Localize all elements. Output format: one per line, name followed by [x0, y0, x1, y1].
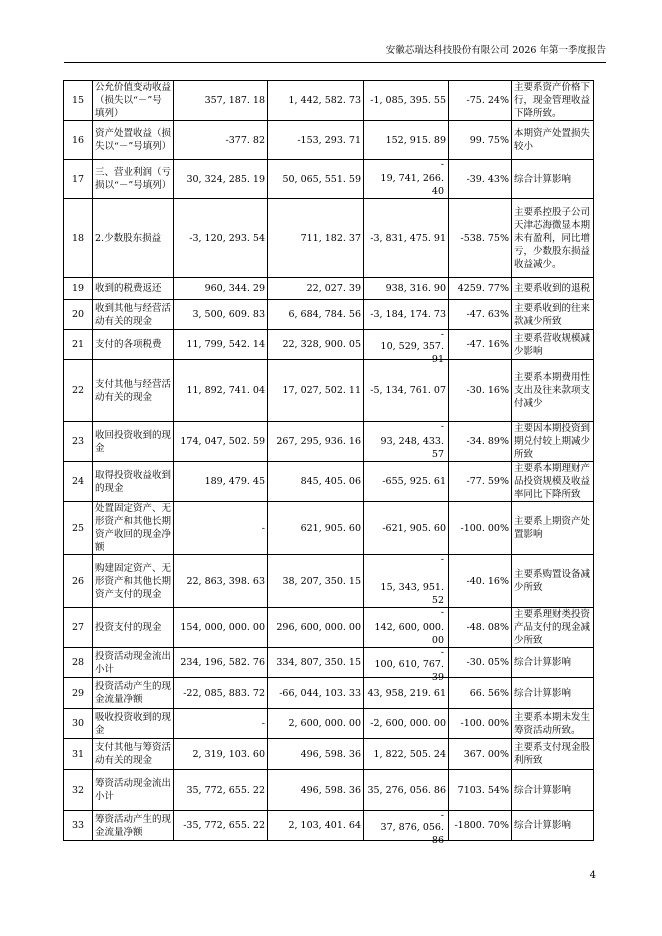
change-percent: 99. 75%: [449, 121, 512, 160]
row-item: 筹资活动产生的现金流量净额: [93, 811, 174, 841]
change-reason: 综合计算影响: [512, 648, 594, 678]
prior-period-value: 17, 027, 502. 11: [268, 360, 364, 422]
change-amount: [364, 608, 449, 648]
change-amount: [364, 329, 449, 365]
prior-period-value: 334, 807, 350. 15: [268, 648, 364, 678]
prior-period-value: 22, 328, 900. 05: [268, 330, 364, 360]
change-reason: 综合计算影响: [512, 770, 594, 811]
table-row: [64, 278, 594, 300]
change-reason: 本期资产处置损失较小: [512, 121, 594, 160]
table-row: [64, 678, 594, 709]
current-period-value: 234, 196, 582. 76: [174, 648, 268, 678]
change-percent: -34. 89%: [449, 422, 512, 462]
row-number: 31: [64, 739, 93, 770]
row-item: 支付其他与筹资活动有关的现金: [93, 739, 174, 770]
row-item: 购建固定资产、无形资产和其他长期资产支付的现金: [93, 555, 174, 608]
row-item: 吸收投资收到的现金: [93, 709, 174, 739]
change-reason: 综合计算影响: [512, 811, 594, 841]
prior-period-value: 496, 598. 36: [268, 770, 364, 811]
row-number: 20: [64, 300, 93, 330]
prior-period-value: 50, 065, 551. 59: [268, 160, 364, 199]
row-item: 收回投资收到的现金: [93, 422, 174, 462]
table-row: [64, 360, 594, 422]
change-percent: -100. 00%: [449, 502, 512, 555]
row-number: 33: [64, 811, 93, 841]
prior-period-value: 496, 598. 36: [268, 739, 364, 770]
change-reason: 主要系支付现金股利所致: [512, 739, 594, 770]
current-period-value: -: [174, 709, 268, 739]
row-number: 32: [64, 770, 93, 811]
table-row: [64, 121, 594, 160]
row-item: 2.少数股东损益: [93, 199, 174, 278]
change-amount: [364, 422, 449, 462]
current-period-value: 960, 344. 29: [174, 278, 268, 300]
change-value: 15, 343, 951. 52: [380, 582, 444, 606]
row-item: 资产处置收益（损失以“－”号填列）: [93, 121, 174, 160]
row-number: 15: [64, 81, 93, 121]
row-item: 取得投资收益收到的现金: [93, 462, 174, 502]
prior-period-value: 621, 905. 60: [268, 502, 364, 555]
change-amount: [364, 810, 449, 846]
change-percent: -100. 00%: [449, 709, 512, 739]
change-reason: 主要系上期资产处置影响: [512, 502, 594, 555]
table-row: [64, 422, 594, 462]
change-value: 37, 876, 056. 86: [380, 822, 444, 846]
change-percent: 367. 00%: [449, 739, 512, 770]
change-percent: -1800. 70%: [449, 811, 512, 841]
change-amount: [364, 647, 449, 683]
row-number: 24: [64, 462, 93, 502]
change-reason: 主要系本期理财产品投资规模及收益率同比下降所致: [512, 462, 594, 502]
table-row: [64, 462, 594, 502]
row-number: 18: [64, 199, 93, 278]
change-percent: 7103. 54%: [449, 770, 512, 811]
row-item: 收到的税费返还: [93, 278, 174, 300]
change-amount: -3, 831, 475. 91: [364, 199, 449, 278]
table-row: [64, 709, 594, 739]
current-period-value: 35, 772, 655. 22: [174, 770, 268, 811]
change-sign: -: [440, 647, 444, 658]
table-row: [64, 770, 594, 811]
change-amount: 35, 276, 056. 86: [364, 770, 449, 811]
table-row: [64, 330, 594, 360]
change-percent: -47. 16%: [449, 330, 512, 360]
table-row: [64, 648, 594, 678]
row-item: 三、营业利润（亏损以“－”号填列）: [93, 160, 174, 199]
change-reason: 综合计算影响: [512, 160, 594, 199]
prior-period-value: 296, 600, 000. 00: [268, 608, 364, 648]
prior-period-value: 845, 405. 06: [268, 462, 364, 502]
change-percent: -30. 16%: [449, 360, 512, 422]
change-percent: -538. 75%: [449, 199, 512, 278]
current-period-value: 174, 047, 502. 59: [174, 422, 268, 462]
prior-period-value: 267, 295, 936. 16: [268, 422, 364, 462]
change-value: 100, 610, 767. 39: [374, 659, 444, 683]
row-item: 支付的各项税费: [93, 330, 174, 360]
change-percent: -75. 24%: [449, 81, 512, 121]
table-row: [64, 199, 594, 278]
change-sign: -: [440, 159, 444, 170]
change-percent: -47. 63%: [449, 300, 512, 330]
change-amount: -1, 085, 395. 55: [364, 81, 449, 121]
change-amount: -2, 600, 000. 00: [364, 709, 449, 739]
row-number: 27: [64, 608, 93, 648]
change-reason: 主要因本期投资到期兑付较上期减少所致: [512, 422, 594, 462]
current-period-value: 11, 799, 542. 14: [174, 330, 268, 360]
row-item: 收到其他与经营活动有关的现金: [93, 300, 174, 330]
prior-period-value: 1, 442, 582. 73: [268, 81, 364, 121]
change-reason: 主要系购置设备减少所致: [512, 555, 594, 608]
row-item: 投资活动现金流出小计: [93, 648, 174, 678]
change-percent: -77. 59%: [449, 462, 512, 502]
prior-period-value: 2, 103, 401. 64: [268, 811, 364, 841]
change-value: 142, 600, 000. 00: [374, 622, 444, 646]
change-sign: -: [440, 607, 444, 618]
change-reason: 主要系收到的退税: [512, 278, 594, 300]
table-row: [64, 502, 594, 555]
table-body: [64, 81, 594, 846]
row-number: 25: [64, 502, 93, 555]
page-number: 4: [589, 870, 596, 881]
change-reason: 主要系控股子公司天津芯海微显本期未有盈利，同比增亏，少数股东损益收益减少。: [512, 199, 594, 278]
change-reason: 主要系营收规模减少影响: [512, 330, 594, 360]
table-row: [64, 555, 594, 608]
table-row: [64, 739, 594, 770]
row-number: 22: [64, 360, 93, 422]
current-period-value: -377. 82: [174, 121, 268, 160]
row-item: 投资活动产生的现金流量净额: [93, 678, 174, 709]
page-header: 安徽芯瑞达科技股份有限公司 2026 年第一季度报告: [64, 44, 606, 63]
table-row: [64, 300, 594, 330]
change-value: 10, 529, 357. 91: [380, 341, 444, 365]
row-item: 处置固定资产、无形资产和其他长期资产收回的现金净额: [93, 502, 174, 555]
table-row: [64, 608, 594, 648]
table-row: [64, 811, 594, 841]
change-percent: 66. 56%: [449, 678, 512, 709]
prior-period-value: 2, 600, 000. 00: [268, 709, 364, 739]
current-period-value: 22, 863, 398. 63: [174, 555, 268, 608]
change-reason: 主要系本期未发生筹资活动所致。: [512, 709, 594, 739]
change-amount: 1, 822, 505. 24: [364, 739, 449, 770]
change-value: 93, 248, 433. 57: [380, 436, 444, 460]
current-period-value: -3, 120, 293. 54: [174, 199, 268, 278]
current-period-value: 11, 892, 741. 04: [174, 360, 268, 422]
prior-period-value: 6, 684, 784. 56: [268, 300, 364, 330]
change-percent: -39. 43%: [449, 160, 512, 199]
change-reason: 综合计算影响: [512, 678, 594, 709]
change-reason: 主要系理财类投资产品支付的现金减少所致: [512, 608, 594, 648]
change-percent: -30. 05%: [449, 648, 512, 678]
current-period-value: 2, 319, 103. 60: [174, 739, 268, 770]
financial-changes-table: [63, 80, 594, 846]
change-sign: -: [440, 554, 444, 565]
row-number: 26: [64, 555, 93, 608]
current-period-value: -: [174, 502, 268, 555]
change-sign: -: [440, 810, 444, 821]
current-period-value: 30, 324, 285. 19: [174, 160, 268, 199]
change-percent: -48. 08%: [449, 608, 512, 648]
change-amount: -3, 184, 174. 73: [364, 300, 449, 330]
row-number: 28: [64, 648, 93, 678]
change-reason: 主要系本期费用性支出及往来款项支付减少: [512, 360, 594, 422]
change-percent: -40. 16%: [449, 555, 512, 608]
row-number: 21: [64, 330, 93, 360]
change-amount: -5, 134, 761. 07: [364, 360, 449, 422]
table-row: [64, 160, 594, 199]
row-number: 29: [64, 678, 93, 709]
current-period-value: 3, 500, 609. 83: [174, 300, 268, 330]
change-reason: 主要系收到的往来款减少所致: [512, 300, 594, 330]
row-number: 17: [64, 160, 93, 199]
change-amount: 938, 316. 90: [364, 278, 449, 300]
prior-period-value: -153, 293. 71: [268, 121, 364, 160]
row-item: 筹资活动现金流出小计: [93, 770, 174, 811]
current-period-value: -22, 085, 883. 72: [174, 678, 268, 709]
row-number: 16: [64, 121, 93, 160]
change-value: 19, 741, 266. 40: [380, 173, 444, 197]
change-amount: [364, 555, 449, 608]
table-row: [64, 81, 594, 121]
prior-period-value: 22, 027. 39: [268, 278, 364, 300]
change-reason: 主要系资产价格下行，现金管理收益下降所致。: [512, 81, 594, 121]
change-percent: 4259. 77%: [449, 278, 512, 300]
prior-period-value: 711, 182. 37: [268, 199, 364, 278]
prior-period-value: -66, 044, 103. 33: [268, 678, 364, 709]
change-sign: -: [440, 421, 444, 432]
row-number: 19: [64, 278, 93, 300]
current-period-value: -35, 772, 655. 22: [174, 811, 268, 841]
row-number: 23: [64, 422, 93, 462]
current-period-value: 154, 000, 000. 00: [174, 608, 268, 648]
change-amount: 43, 958, 219. 61: [364, 678, 449, 709]
change-amount: 152, 915. 89: [364, 121, 449, 160]
row-item: 公允价值变动收益（损失以“－”号填列）: [93, 81, 174, 121]
change-amount: [364, 160, 449, 199]
change-amount: -655, 925. 61: [364, 462, 449, 502]
row-item: 支付其他与经营活动有关的现金: [93, 360, 174, 422]
row-number: 30: [64, 709, 93, 739]
prior-period-value: 38, 207, 350. 15: [268, 555, 364, 608]
row-item: 投资支付的现金: [93, 608, 174, 648]
current-period-value: 189, 479. 45: [174, 462, 268, 502]
current-period-value: 357, 187. 18: [174, 81, 268, 121]
change-amount: -621, 905. 60: [364, 502, 449, 555]
change-sign: -: [440, 329, 444, 340]
